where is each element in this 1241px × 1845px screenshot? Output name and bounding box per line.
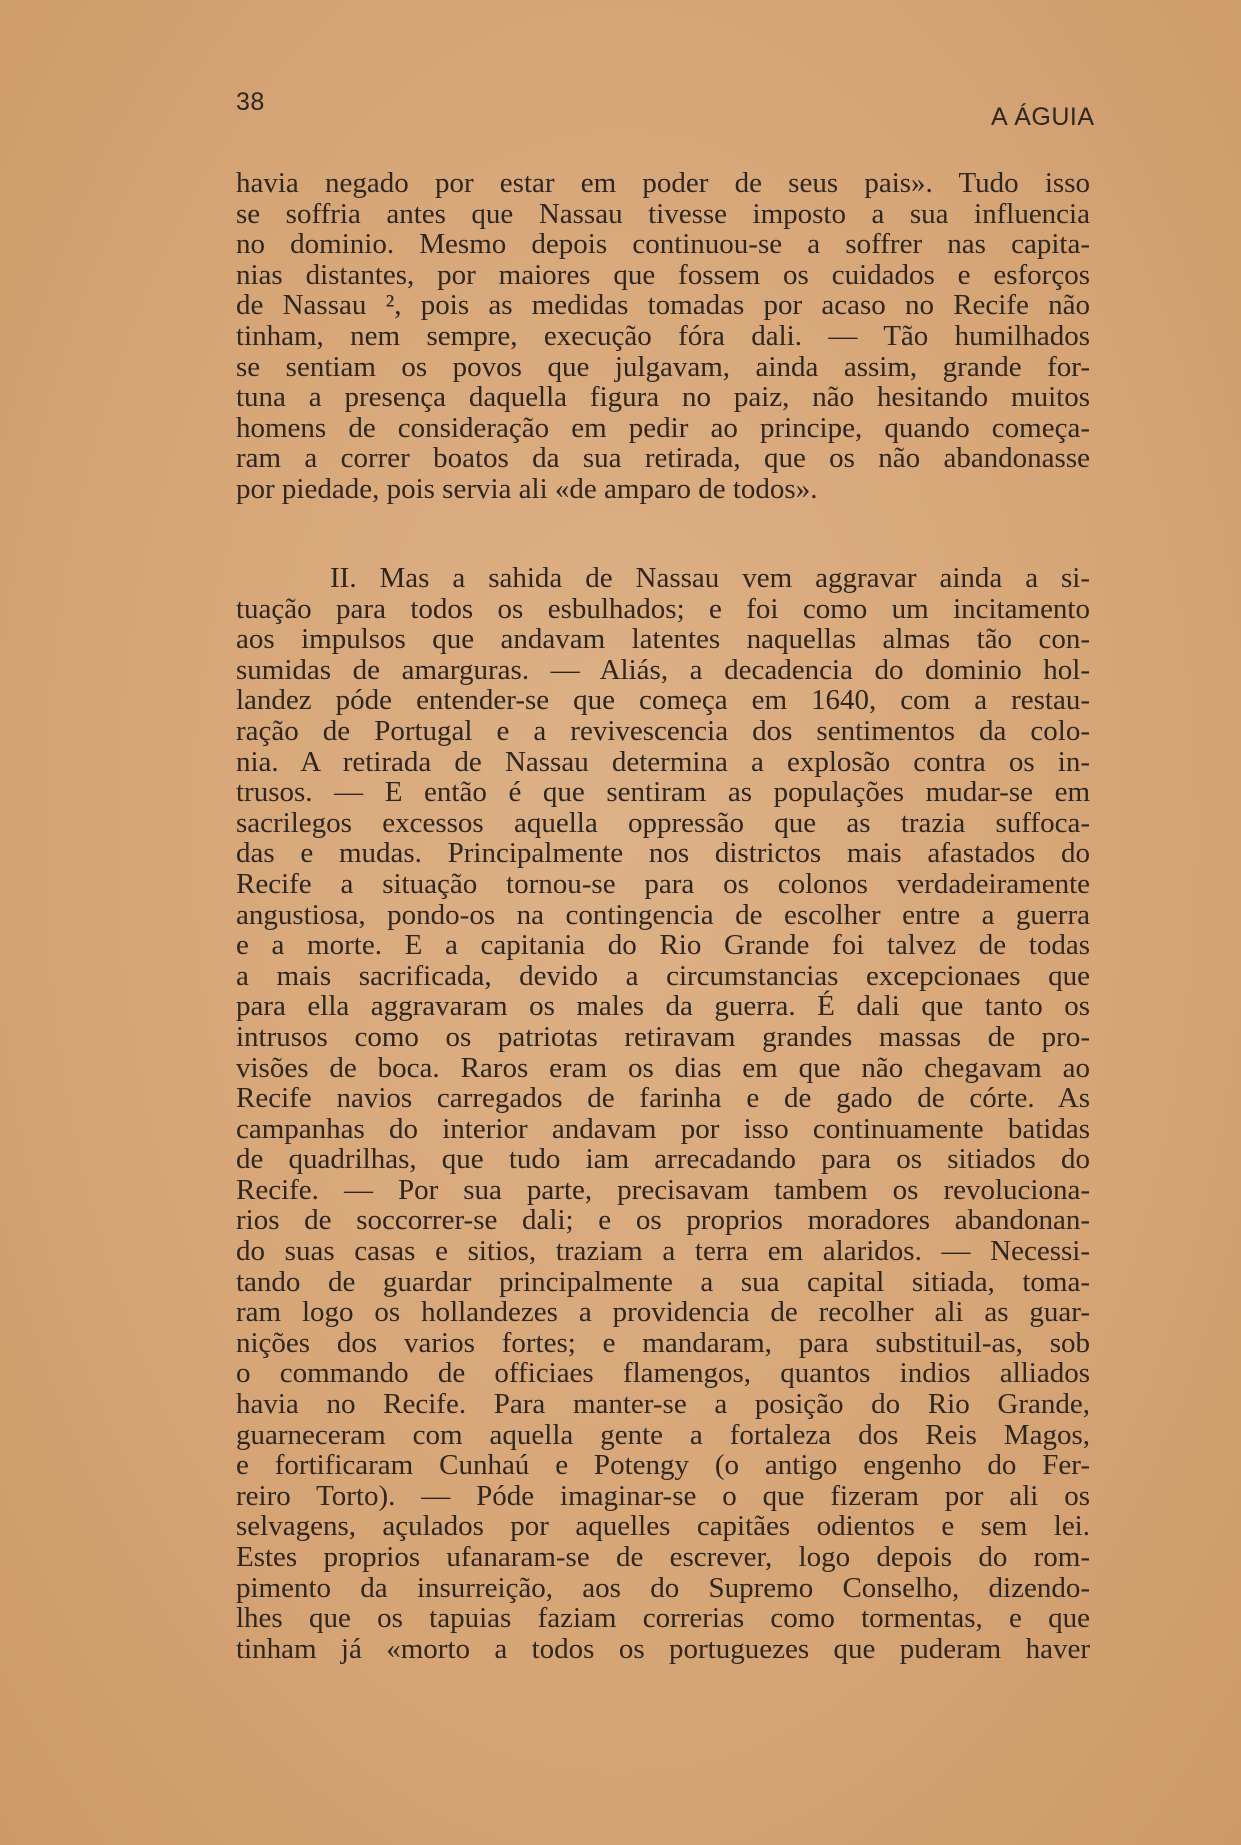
text-line: pimento da insurreição, aos do Supremo Conselho, dizendo- [236,1571,1090,1604]
text-line: tinham já «morto a todos os portuguezes que puderam haver [236,1632,1090,1665]
text-line: reiro Torto). — Póde imaginar-se o que fizeram por ali os [236,1479,1090,1512]
text-line: tuação para todos os esbulhados; e foi como um incitamento [236,592,1090,625]
text-line: por piedade, pois servia ali «de amparo de todos». [236,472,818,505]
text-line: para ella aggravaram os males da guerra. É dali que tanto os [236,990,1090,1023]
text-line: e a morte. E a capitania do Rio Grande foi talvez de todas [236,929,1090,962]
text-line: intrusos como os patriotas retiravam grandes massas de pro- [236,1020,1090,1053]
text-line: e fortificaram Cunhaú e Potengy (o antigo engenho do Fer- [236,1449,1090,1482]
text-line: nias distantes, por maiores que fossem os cuidados e esforços [236,258,1090,291]
text-line: sumidas de amarguras. — Aliás, a decadencia do dominio hol- [236,653,1090,686]
text-line: selvagens, açulados por aquelles capitães odientos e sem lei. [236,1510,1090,1543]
text-line: ram a correr boatos da sua retirada, que os não abandonasse [236,442,1090,475]
text-line: do suas casas e sitios, traziam a terra em alaridos. — Necessi- [236,1235,1090,1268]
text-line: havia negado por estar em poder de seus pais». Tudo isso [236,167,1090,199]
paragraph-1 [236,168,1090,505]
running-head: A ÁGUIA [991,103,1095,131]
text-line: tando de guardar principalmente a sua capital sitiada, toma- [236,1265,1090,1298]
text-line: visões de boca. Raros eram os dias em que não chegavam ao [236,1051,1090,1084]
text-line: angustiosa, pondo-os na contingencia de escolher entre a guerra [236,898,1090,931]
text-line: lhes que os tapuias faziam correrias como tormentas, e que [236,1602,1090,1635]
text-line: nia. A retirada de Nassau determina a explosão contra os in- [236,745,1090,778]
text-line: das e mudas. Principalmente nos districtos mais afastados do [236,837,1090,870]
text-line: no dominio. Mesmo depois continuou-se a soffrer nas capita- [236,228,1090,261]
text-line: tuna a presença daquella figura no paiz, não hesitando muitos [236,381,1090,414]
text-line: tinham, nem sempre, execução fóra dali. — Tão humilhados [236,319,1090,352]
text-line: a mais sacrificada, devido a circumstancias excepcionaes que [236,959,1090,992]
text-line: Recife a situação tornou-se para os colonos verdadeiramente [236,867,1090,900]
text-line: Recife. — Por sua parte, precisavam tambem os revoluciona- [236,1173,1090,1206]
text-line: aos impulsos que andavam latentes naquellas almas tão con- [236,623,1090,656]
text-line: o commando de officiaes flamengos, quantos indios alliados [236,1357,1090,1390]
text-line: ram logo os hollandezes a providencia de recolher ali as guar- [236,1296,1090,1329]
text-line: ração de Portugal e a revivescencia dos sentimentos da colo- [236,714,1090,747]
text-line: havia no Recife. Para manter-se a posição do Rio Grande, [236,1388,1090,1421]
paragraph-2 [236,563,1090,1664]
text-line: Recife navios carregados de farinha e de gado de córte. As [236,1082,1090,1115]
text-line: landez póde entender-se que começa em 1640, com a restau- [236,684,1090,717]
text-line: trusos. — E então é que sentiram as populações mudar-se em [236,776,1090,809]
text-line: rios de soccorrer-se dali; e os proprios moradores abandonan- [236,1204,1090,1237]
text-line: se sentiam os povos que julgavam, ainda assim, grande for- [236,350,1090,383]
text-line: sacrilegos excessos aquella oppressão que as trazia suffoca- [236,806,1090,839]
text-line: guarneceram com aquella gente a fortaleza dos Reis Magos, [236,1418,1090,1451]
text-line: campanhas do interior andavam por isso continuamente batidas [236,1112,1090,1145]
text-line: II. Mas a sahida de Nassau vem aggravar ainda a si- [330,562,1090,594]
text-line: homens de consideração em pedir ao principe, quando começa- [236,411,1090,444]
text-line: se soffria antes que Nassau tivesse imposto a sua influencia [236,197,1090,230]
text-line: Estes proprios ufanaram-se de escrever, logo depois do rom- [236,1541,1090,1573]
text-line: nições dos varios fortes; e mandaram, para substituil-as, sob [236,1326,1090,1359]
text-line: de Nassau ², pois as medidas tomadas por acaso no Recife não [236,289,1090,322]
text-line: de quadrilhas, que tudo iam arrecadando para os sitiados do [236,1143,1090,1176]
page-number: 38 [236,88,265,116]
